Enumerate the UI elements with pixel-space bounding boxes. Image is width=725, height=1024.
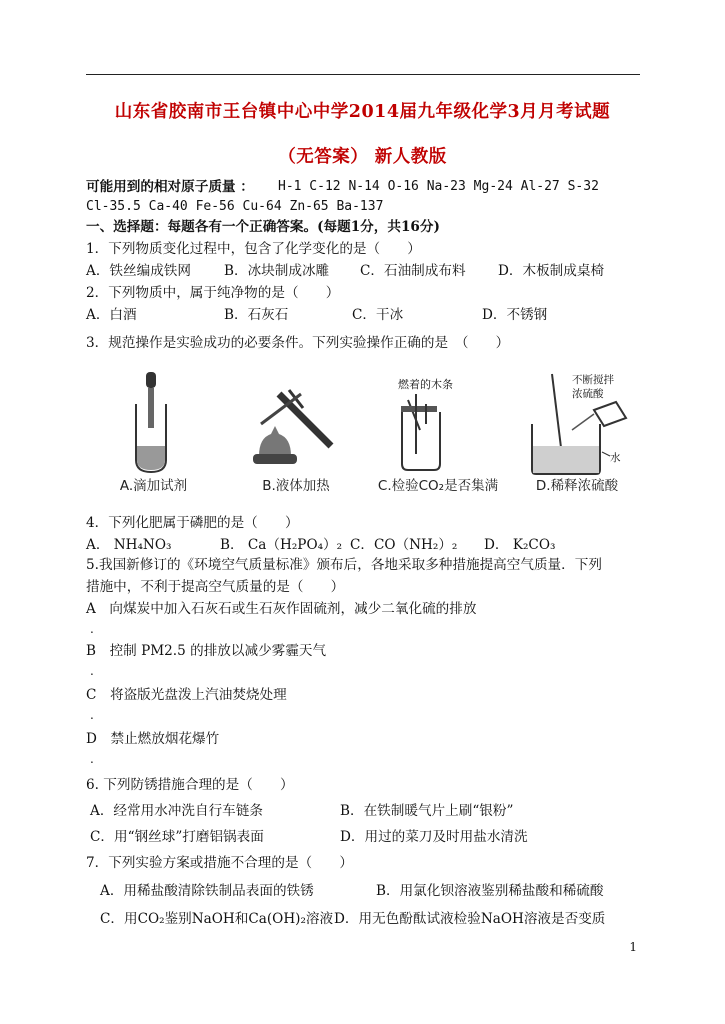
figure-a-caption: A.滴加试剂 <box>119 478 188 494</box>
q1-option-c: C．石油制成布料 <box>360 263 466 279</box>
q7-stem: 7．下列实验方案或措施不合理的是（ ） <box>86 855 353 871</box>
q5-option-a: A 向煤炭中加入石灰石或生石灰作固硫剂，减少二氧化硫的排放 <box>86 601 477 617</box>
figure-d-label-1: 不断搅拌 <box>572 374 614 386</box>
figure-a <box>86 364 221 504</box>
q4-option-b: B． Ca（H₂PO₄）₂ <box>220 537 343 553</box>
q5-option-d: D 禁止燃放烟花爆竹 <box>86 731 220 747</box>
figure-d-label-2: 浓硫酸 <box>572 388 604 400</box>
figure-d-label-3: 水 <box>610 452 621 464</box>
q4-option-c: C．CO（NH₂）₂ <box>350 537 458 553</box>
figure-c-caption: C.检验CO₂是否集满 <box>377 478 499 494</box>
figure-d <box>512 364 642 504</box>
section-1-heading: 一、选择题：每题各有一个正确答案。(每题1分，共16分) <box>86 219 440 235</box>
q1-option-a: A．铁丝编成铁网 <box>86 263 191 279</box>
q5-dot-b: . <box>90 664 94 678</box>
figure-c-label: 燃着的木条 <box>398 378 453 391</box>
q7-option-a: A．用稀盐酸清除铁制品表面的铁锈 <box>100 883 314 899</box>
q5-dot-d: . <box>90 752 94 766</box>
q5-dot-c: . <box>90 708 94 722</box>
page-number: 1 <box>629 940 637 954</box>
q7-option-d: D．用无色酚酞试液检验NaOH溶液是否变质 <box>334 911 606 927</box>
q2-option-d: D．不锈钢 <box>482 307 548 323</box>
q4-option-d: D． K₂CO₃ <box>484 537 556 553</box>
atomic-mass-label: 可能用到的相对原子质量 ： <box>86 179 254 195</box>
q6-stem: 6. 下列防锈措施合理的是（ ） <box>86 777 294 793</box>
q1-option-d: D．木板制成桌椅 <box>498 263 605 279</box>
title-line-1: 山东省胶南市王台镇中心中学2014届九年级化学3月月考试题 <box>114 102 611 122</box>
figure-c <box>368 364 508 504</box>
q6-option-c: C．用“钢丝球”打磨铝锅表面 <box>90 829 264 845</box>
atomic-mass-line-2: Cl-35.5 Ca-40 Fe-56 Cu-64 Zn-65 Ba-137 <box>86 199 384 214</box>
figure-b-caption: B.液体加热 <box>262 478 330 494</box>
q5-option-c: C 将盗版光盘泼上汽油焚烧处理 <box>86 687 287 703</box>
figure-d-caption: D.稀释浓硫酸 <box>535 478 619 494</box>
q2-option-a: A．白酒 <box>86 307 137 323</box>
q5-stem-1: 5.我国新修订的《环境空气质量标准》颁布后，各地采取多种措施提高空气质量．下列 <box>86 557 602 573</box>
q3-figure <box>86 364 642 504</box>
q2-option-c: C．干冰 <box>352 307 404 323</box>
q6-option-d: D．用过的菜刀及时用盐水清洗 <box>340 829 528 845</box>
q7-option-b: B．用氯化钡溶液鉴别稀盐酸和稀硫酸 <box>376 883 604 899</box>
figure-b <box>231 364 361 504</box>
title-line-2: （无答案） 新人教版 <box>278 147 447 167</box>
q6-option-b: B．在铁制暖气片上刷“银粉” <box>340 803 514 819</box>
q5-dot-a: . <box>90 622 94 636</box>
q4-stem: 4．下列化肥属于磷肥的是（ ） <box>86 515 299 531</box>
q5-option-b: B 控制 PM2.5 的排放以减少雾霾天气 <box>86 643 327 659</box>
atomic-mass-line-1: H-1 C-12 N-14 O-16 Na-23 Mg-24 Al-27 S-32 <box>278 179 599 194</box>
q7-option-c: C．用CO₂鉴别NaOH和Ca(OH)₂溶液 <box>100 911 334 927</box>
q2-stem: 2．下列物质中，属于纯净物的是（ ） <box>86 285 340 301</box>
q6-option-a: A．经常用水冲洗自行车链条 <box>90 803 263 819</box>
q1-option-b: B．冰块制成冰雕 <box>224 263 330 279</box>
q1-stem: 1．下列物质变化过程中，包含了化学变化的是（ ） <box>86 241 421 257</box>
header-rule <box>86 74 640 75</box>
q3-stem: 3．规范操作是实验成功的必要条件。下列实验操作正确的是 （ ） <box>86 335 510 351</box>
q5-stem-2: 措施中，不利于提高空气质量的是（ ） <box>86 579 345 595</box>
q2-option-b: B．石灰石 <box>224 307 289 323</box>
q4-option-a: A． NH₄NO₃ <box>86 537 172 553</box>
